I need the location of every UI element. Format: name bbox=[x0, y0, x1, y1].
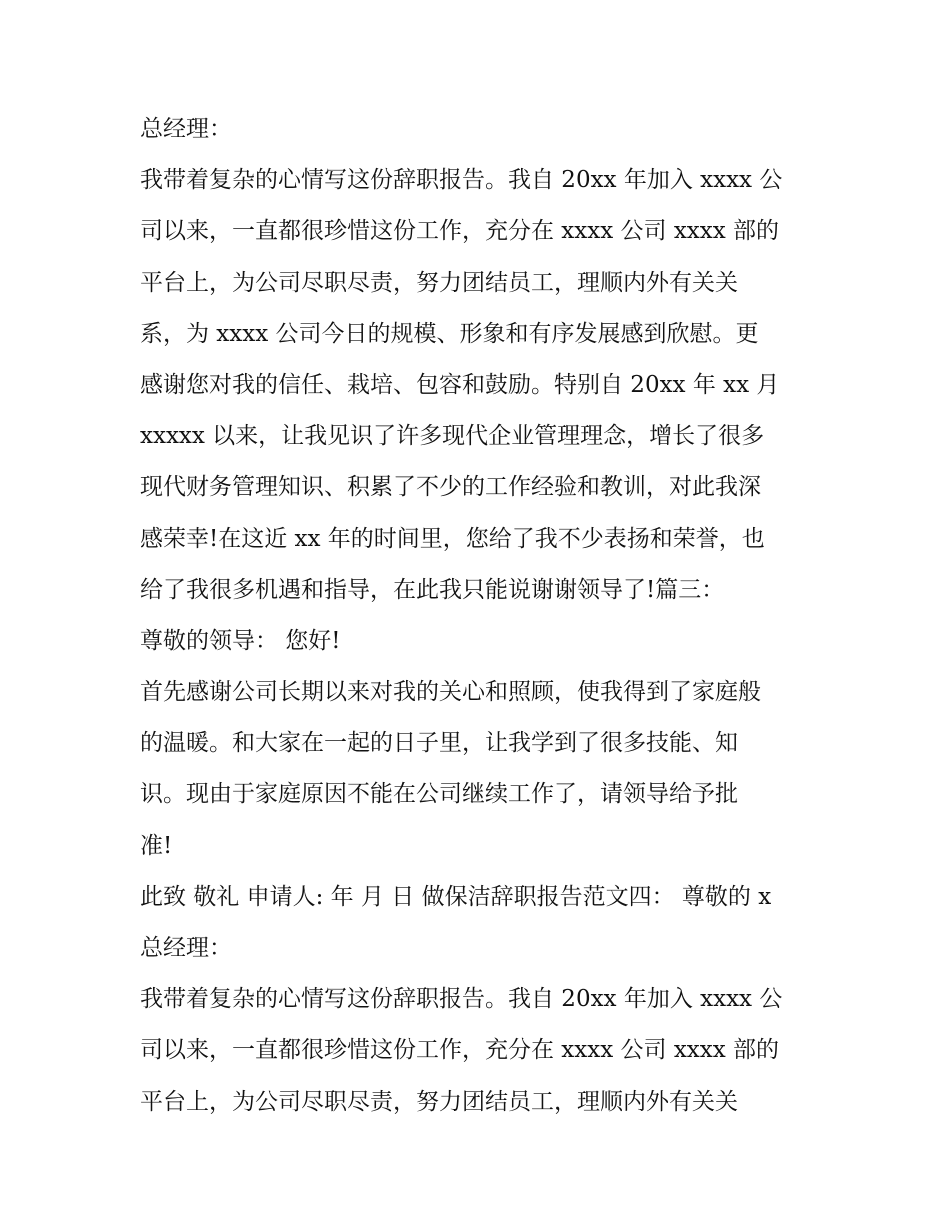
text-line: 给了我很多机遇和指导，在此我只能说谢谢领导了!篇三： bbox=[140, 576, 725, 603]
text-line: xxxxx 以来，让我见识了许多现代企业管理理念，增长了很多 bbox=[140, 423, 765, 450]
text-line: 识。现由于家庭原因不能在公司继续工作了，请领导给予批 bbox=[140, 781, 738, 808]
text-line: 准! bbox=[140, 832, 173, 859]
text-line: 司以来，一直都很珍惜这份工作，充分在 xxxx 公司 xxxx 部的 bbox=[140, 1037, 780, 1064]
text-line: 感荣幸!在这近 xx 年的时间里，您给了我不少表扬和荣誉，也 bbox=[140, 525, 765, 552]
text-line: 此致 敬礼 申请人: 年 月 日 做保洁辞职报告范文四： 尊敬的 x bbox=[140, 883, 772, 910]
text-line: 我带着复杂的心情写这份辞职报告。我自 20xx 年加入 xxxx 公 bbox=[140, 986, 783, 1013]
text-line: 我带着复杂的心情写这份辞职报告。我自 20xx 年加入 xxxx 公 bbox=[140, 167, 783, 194]
text-line: 尊敬的领导： 您好! bbox=[140, 627, 341, 654]
text-line: 现代财务管理知识、积累了不少的工作经验和教训，对此我深 bbox=[140, 474, 761, 501]
text-line: 总经理： bbox=[140, 116, 232, 142]
text-line: 感谢您对我的信任、栽培、包容和鼓励。特别自 20xx 年 xx 月 bbox=[140, 371, 780, 398]
text-line: 首先感谢公司长期以来对我的关心和照顾，使我得到了家庭般 bbox=[140, 679, 761, 706]
text-line: 司以来，一直都很珍惜这份工作，充分在 xxxx 公司 xxxx 部的 bbox=[140, 218, 780, 245]
text-line: 的温暖。和大家在一起的日子里，让我学到了很多技能、知 bbox=[140, 730, 738, 757]
text-line: 平台上，为公司尽职尽责，努力团结员工，理顺内外有关关 bbox=[140, 269, 738, 296]
document-body bbox=[140, 104, 820, 1128]
text-line: 总经理： bbox=[140, 935, 232, 961]
text-line: 平台上，为公司尽职尽责，努力团结员工，理顺内外有关关 bbox=[140, 1088, 738, 1115]
text-line: 系，为 xxxx 公司今日的规模、形象和有序发展感到欣慰。更 bbox=[140, 320, 759, 347]
